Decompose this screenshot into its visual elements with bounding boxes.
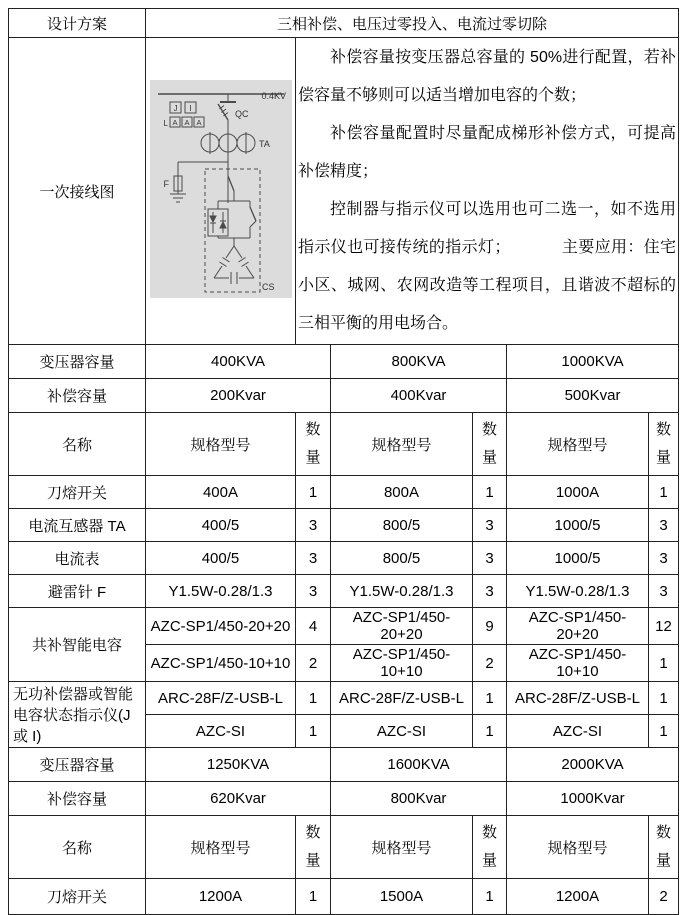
ammeter-a-label-2: A [183,118,190,127]
compensation-capacity-label-1: 补偿容量 [9,379,146,413]
single-line-diagram [150,80,292,298]
compensation-capacity-label-2: 补偿容量 [9,782,146,816]
compensation-capacity-1-a: 200Kvar [146,379,331,413]
compensation-capacity-2-c: 1000Kvar [507,782,679,816]
cs-module-label: CS [261,282,275,292]
table-row: 电流表 400/5 3 800/5 3 1000/5 3 [9,542,679,575]
qty-header-1b: 数量 [473,413,507,476]
name-header-1: 名称 [9,413,146,476]
column-header-row-1 [9,413,679,476]
note-paragraph-2: 补偿容量配置时尽量配成梯形补偿方式，可提高补偿精度； [298,125,677,180]
table-row: AZC-SP1/450-10+10 2 AZC-SP1/450-10+10 2 AZC-SP1/450-10+10 1 [9,645,679,682]
name-header-2: 名称 [9,816,146,879]
note-paragraph-3: 控制器与指示仪可以选用也可二选一，如不选用指示仪也可接传统的指示灯； 主要应用：住宅小区、城网、农网改造等工程项目，且谐波不超标的三相平衡的用电场合。 [298,201,677,332]
spec-header-1a: 规格型号 [146,413,296,476]
spec-table [8,8,679,915]
wiring-diagram-cell [146,38,296,345]
transformer-capacity-row-2 [9,748,679,782]
transformer-capacity-2-b: 1600KVA [331,748,507,782]
transformer-capacity-label-1: 变压器容量 [9,345,146,379]
compensation-capacity-row-1 [9,379,679,413]
spec-header-2c: 规格型号 [507,816,649,879]
relay-i-label: I [188,104,192,113]
item-name: 刀熔开关 [9,879,146,915]
table-row: 刀熔开关 1200A 1 1500A 1 1200A 2 [9,879,679,915]
table-row: 无功补偿器或智能电容状态指示仪(J 或 I) ARC-28F/Z-USB-L 1 ARC-28F/Z-USB-L 1 ARC-28F/Z-USB-L 1 [9,682,679,715]
qty-header-2b: 数量 [473,816,507,879]
qty-header-2a: 数量 [296,816,331,879]
qty-header-2c: 数量 [649,816,679,879]
transformer-capacity-label-2: 变压器容量 [9,748,146,782]
note-paragraph-1: 补偿容量按变压器总容量的 50%进行配置，若补偿容量不够则可以适当增加电容的个数； [298,49,677,104]
item-name: 电流互感器 TA [9,509,146,542]
f-arrester-label: F [163,179,169,189]
diagram-voltage-label: 0.4KV [260,91,286,101]
relay-j-label: J [173,104,177,113]
design-scheme-label: 设计方案 [9,9,146,38]
table-row: 避雷针 F Y1.5W-0.28/1.3 3 Y1.5W-0.28/1.3 3 Y1.5W-0.28/1.3 3 [9,575,679,608]
transformer-capacity-1-a: 400KVA [146,345,331,379]
spec-header-2a: 规格型号 [146,816,296,879]
notes-text [298,39,676,343]
compensation-capacity-2-b: 800Kvar [331,782,507,816]
design-scheme-row [9,9,679,38]
item-name: 无功补偿器或智能电容状态指示仪(J 或 I) [9,682,146,748]
item-name: 电流表 [9,542,146,575]
wiring-diagram-row [9,38,679,345]
table-row: 刀熔开关 400A 1 800A 1 1000A 1 [9,476,679,509]
transformer-capacity-1-c: 1000KVA [507,345,679,379]
qty-header-1a: 数量 [296,413,331,476]
compensation-capacity-row-2 [9,782,679,816]
wiring-diagram-label: 一次接线图 [9,38,146,345]
transformer-capacity-2-c: 2000KVA [507,748,679,782]
table-row: AZC-SI 1 AZC-SI 1 AZC-SI 1 [9,715,679,748]
phase-l-label: L [163,119,168,128]
transformer-capacity-row-1 [9,345,679,379]
qty-header-1c: 数量 [649,413,679,476]
compensation-capacity-2-a: 620Kvar [146,782,331,816]
transformer-capacity-2-a: 1250KVA [146,748,331,782]
column-header-row-2 [9,816,679,879]
item-name: 避雷针 F [9,575,146,608]
spec-header-2b: 规格型号 [331,816,473,879]
ammeter-a-label-3: A [195,118,202,127]
compensation-capacity-1-b: 400Kvar [331,379,507,413]
item-name: 共补智能电容 [9,608,146,682]
ta-label: TA [258,139,270,149]
ammeter-a-label-1: A [171,118,178,127]
table-row: 电流互感器 TA 400/5 3 800/5 3 1000/5 3 [9,509,679,542]
item-name: 刀熔开关 [9,476,146,509]
design-scheme-value: 三相补偿、电压过零投入、电流过零切除 [146,9,679,38]
table-row: 共补智能电容 AZC-SP1/450-20+20 4 AZC-SP1/450-20+20 9 AZC-SP1/450-20+20 12 [9,608,679,645]
spec-header-1c: 规格型号 [507,413,649,476]
transformer-capacity-1-b: 800KVA [331,345,507,379]
notes-cell [296,38,679,345]
compensation-capacity-1-c: 500Kvar [507,379,679,413]
qc-switch-label: QC [234,109,248,119]
spec-header-1b: 规格型号 [331,413,473,476]
